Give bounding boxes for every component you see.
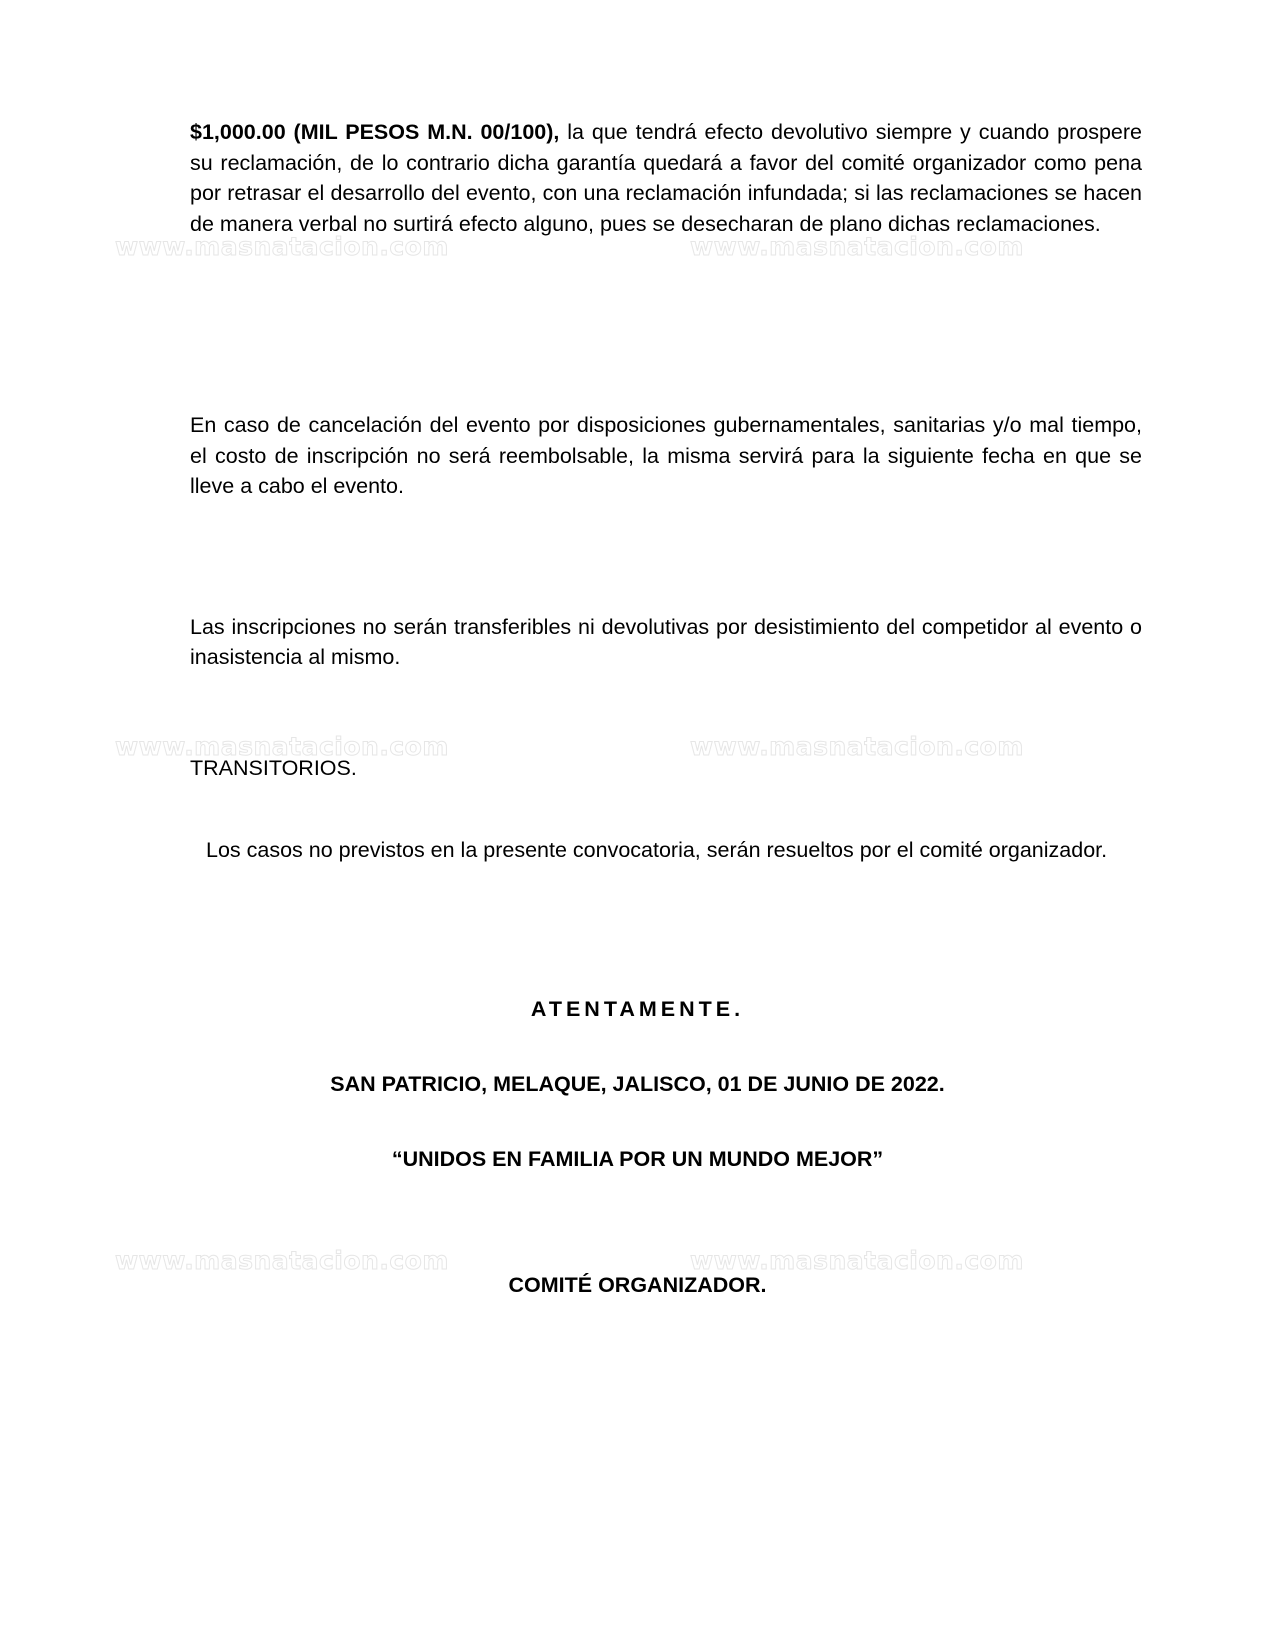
paragraph-unforeseen-cases: [190, 835, 1142, 866]
watermark: www.masnatacion.com: [690, 1246, 1024, 1275]
paragraph-text: Los casos no previstos en la presente convocatoria, serán resueltos por el comité organizador.: [206, 838, 1108, 862]
watermark: www.masnatacion.com: [115, 232, 449, 261]
watermark: www.masnatacion.com: [690, 732, 1024, 761]
paragraph-registrations: Las inscripciones no serán transferibles ni devolutivas por desistimiento del competidor al evento o inasistencia al mismo.: [190, 614, 1142, 669]
paragraph-cancellation: En caso de cancelación del evento por disposiciones gubernamentales, sanitarias y/o mal tiempo, el costo de inscripción no será reembolsable, la misma servirá para la siguiente fecha en que se lleve a cabo el evento.: [190, 413, 1142, 498]
section-heading-transitorios: TRANSITORIOS.: [190, 755, 357, 780]
closing-salutation: ATENTAMENTE.: [530, 996, 745, 1021]
paragraph-guarantee: [190, 117, 1142, 239]
guarantee-amount: $1,000.00 (MIL PESOS M.N. 00/100),: [190, 120, 560, 144]
closing-motto: “UNIDOS EN FAMILIA POR UN MUNDO MEJOR”: [391, 1146, 884, 1171]
watermark: www.masnatacion.com: [690, 232, 1024, 261]
signature-committee: COMITÉ ORGANIZADOR.: [508, 1272, 767, 1297]
closing-place-date: SAN PATRICIO, MELAQUE, JALISCO, 01 DE JUNIO DE 2022.: [330, 1071, 945, 1096]
watermark: www.masnatacion.com: [115, 1246, 449, 1275]
paragraph-text: la que tendrá efecto devolutivo siempre y cuando prospere su reclamación, de lo contrario dicha garantía quedará a favor del comité organizador como pena por retrasar el desarrollo del evento, con una reclamación infundada; si las reclamaciones se hacen de manera verbal no surtirá efecto alguno, pues se desecharan de plano dichas reclamaciones.: [190, 120, 1142, 236]
watermark: www.masnatacion.com: [115, 732, 449, 761]
